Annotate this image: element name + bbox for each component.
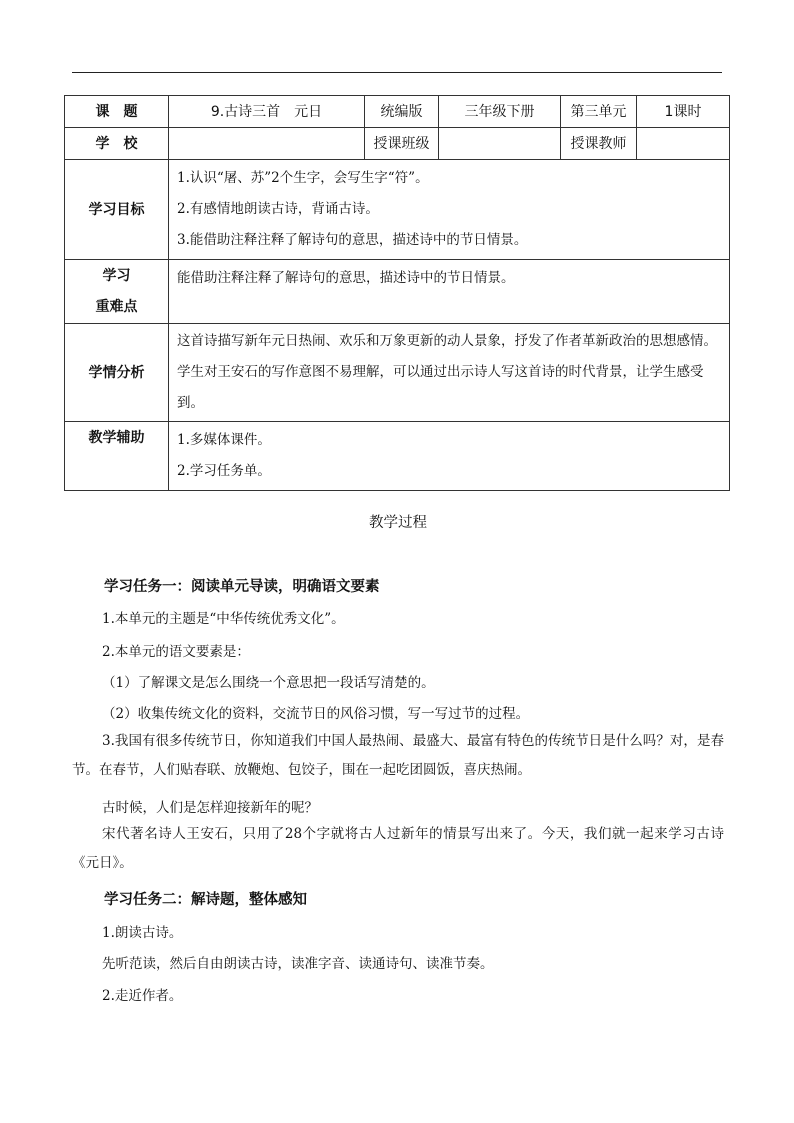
table-row-lesson: [65, 96, 730, 128]
objective-item: 1.认识“屠、苏”2个生字，会写生字“符”。: [177, 170, 429, 186]
grade: 三年级下册: [439, 96, 561, 128]
task1-para1: 3.我国有很多传统节日，你知道我们中国人最热闹、最盛大、最富有特色的传统节日是什么吗？对，是春节。在春节，人们贴春联、放鞭炮、包饺子，围在一起吃团圆饭，喜庆热闹。: [72, 733, 724, 778]
task1-line1: 1.本单元的主题是“中华传统优秀文化”。: [102, 611, 345, 627]
analysis-text: 这首诗描写新年元日热闹、欢乐和万象更新的动人景象，抒发了作者革新政治的思想感情。学生对王安石的写作意图不易理解，可以通过出示诗人写这首诗的时代背景，让学生感受到。: [177, 333, 717, 411]
task1-line2: 2.本单元的语文要素是：: [102, 644, 250, 660]
class-hours: 1课时: [637, 96, 730, 128]
task1-para2: 宋代著名诗人王安石，只用了28个字就将古人过新年的情景写出来了。今天，我们就一起来学习古诗《元日》。: [72, 826, 724, 871]
header-rule: [72, 72, 722, 73]
task1-title: 学习任务一：阅读单元导读，明确语文要素: [104, 579, 380, 595]
task2-line3: 2.走近作者。: [102, 988, 183, 1004]
key-points-text: 能借助注释注释了解诗句的意思，描述诗中的节日情景。: [177, 270, 515, 286]
aid-item: 2.学习任务单。: [177, 463, 271, 479]
key-points-label-line2: 重难点: [95, 298, 138, 315]
table-row-analysis: [65, 324, 730, 422]
objective-item: 3.能借助注释注释了解诗句的意思，描述诗中的节日情景。: [177, 232, 528, 248]
table-row-aids: [65, 422, 730, 491]
class-value: [439, 128, 561, 160]
edition: 统编版: [365, 96, 439, 128]
task1-line5: 古时候，人们是怎样迎接新年的呢？: [102, 800, 318, 816]
teacher-label: 授课教师: [561, 128, 637, 160]
aid-item: 1.多媒体课件。: [177, 432, 271, 448]
lesson-info-table: [64, 95, 730, 491]
aids-cell: [169, 422, 730, 491]
teacher-value: [637, 128, 730, 160]
task1-line3: （1）了解课文是怎么围绕一个意思把一段话写清楚的。: [102, 675, 435, 691]
table-row-objectives: [65, 160, 730, 260]
aids-label: 教学辅助: [65, 422, 169, 491]
process-title: 教学过程: [369, 515, 427, 531]
table-row-key-points: [65, 260, 730, 324]
unit: 第三单元: [561, 96, 637, 128]
analysis-cell: [169, 324, 730, 422]
task2-title: 学习任务二：解诗题，整体感知: [104, 892, 307, 908]
task2-line1: 1.朗读古诗。: [102, 925, 183, 941]
lesson-label: 课 题: [65, 96, 169, 128]
class-label: 授课班级: [365, 128, 439, 160]
task1-line4: （2）收集传统文化的资料，交流节日的风俗习惯，写一写过节的过程。: [102, 706, 530, 722]
objective-item: 2.有感情地朗读古诗，背诵古诗。: [177, 201, 379, 217]
objectives-label: 学习目标: [65, 160, 169, 260]
key-points-cell: [169, 260, 730, 324]
key-points-label-line1: 学习: [102, 267, 131, 284]
lesson-title: 9.古诗三首 元日: [169, 96, 365, 128]
objectives-cell: [169, 160, 730, 260]
school-label: 学 校: [65, 128, 169, 160]
analysis-label: 学情分析: [65, 324, 169, 422]
school-value: [169, 128, 365, 160]
task2-line2: 先听范读，然后自由朗读古诗，读准字音、读通诗句、读准节奏。: [102, 956, 494, 972]
key-points-label: [65, 260, 169, 324]
table-row-school: [65, 128, 730, 160]
